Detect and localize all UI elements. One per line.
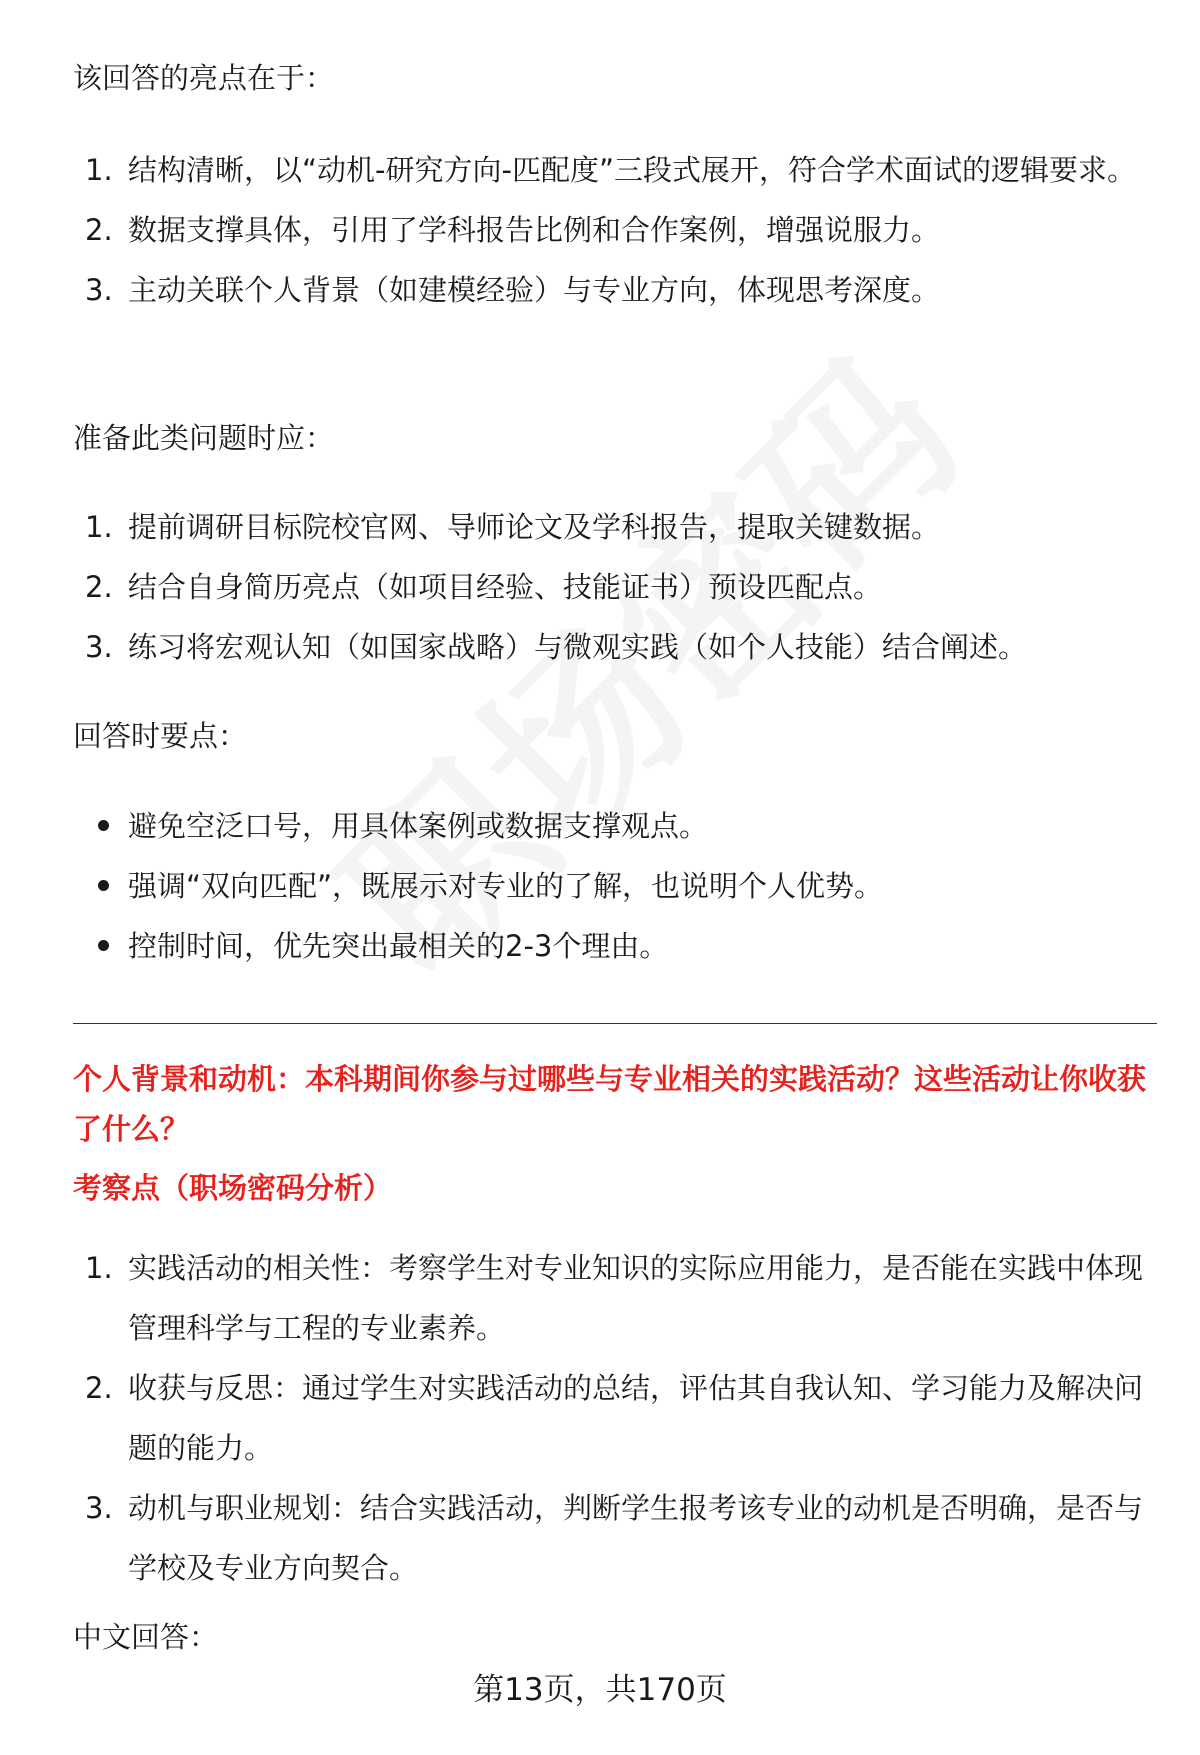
section-divider <box>73 1023 1157 1024</box>
list-item-text: 避免空泛口号，用具体案例或数据支撑观点。 <box>128 809 709 843</box>
list-item <box>73 1238 1143 1358</box>
list-number: 3. <box>85 630 113 664</box>
list-item <box>73 796 1143 856</box>
list-item-text: 结合自身简历亮点（如项目经验、技能证书）预设匹配点。 <box>128 570 883 604</box>
question-title: 个人背景和动机：本科期间你参与过哪些与专业相关的实践活动？这些活动让你收获了什么？ <box>73 1062 1147 1146</box>
list-item <box>73 856 1143 916</box>
list-item <box>73 916 1143 976</box>
list-number: 2. <box>85 1371 113 1405</box>
list-number: 3. <box>85 273 113 307</box>
preparation-intro: 准备此类问题时应： <box>73 421 335 455</box>
list-item-text: 练习将宏观认知（如国家战略）与微观实践（如个人技能）结合阐述。 <box>128 630 1028 664</box>
key-points-list <box>73 796 1143 976</box>
bullet-icon <box>98 940 109 951</box>
bullet-icon <box>98 820 109 831</box>
list-item-text: 强调“双向匹配”，既展示对专业的了解，也说明个人优势。 <box>128 869 884 903</box>
list-item-text: 数据支撑具体，引用了学科报告比例和合作案例，增强说服力。 <box>128 213 941 247</box>
question-subtitle: 考察点（职场密码分析） <box>73 1171 393 1205</box>
answer-label: 中文回答： <box>73 1620 219 1654</box>
list-number: 1. <box>85 1251 113 1285</box>
list-number: 3. <box>85 1491 113 1525</box>
highlights-intro: 该回答的亮点在于： <box>73 61 335 95</box>
list-item <box>73 140 1143 200</box>
list-item <box>73 497 1143 557</box>
list-item-text: 控制时间，优先突出最相关的2-3个理由。 <box>128 929 669 963</box>
list-item <box>73 1358 1143 1478</box>
list-item-text: 主动关联个人背景（如建模经验）与专业方向，体现思考深度。 <box>128 273 941 307</box>
list-number: 2. <box>85 570 113 604</box>
preparation-list <box>73 497 1143 677</box>
assessment-list <box>73 1238 1143 1598</box>
list-item <box>73 617 1143 677</box>
bullet-icon <box>98 880 109 891</box>
list-item-text: 收获与反思：通过学生对实践活动的总结，评估其自我认知、学习能力及解决问题的能力。 <box>128 1371 1144 1465</box>
list-number: 1. <box>85 153 113 187</box>
list-item <box>73 557 1143 617</box>
list-item <box>73 1478 1143 1598</box>
highlights-list <box>73 140 1143 320</box>
list-item-text: 实践活动的相关性：考察学生对专业知识的实际应用能力，是否能在实践中体现管理科学与工程的专业素养。 <box>128 1251 1144 1345</box>
key-points-intro: 回答时要点： <box>73 719 248 753</box>
list-item-text: 结构清晰，以“动机-研究方向-匹配度”三段式展开，符合学术面试的逻辑要求。 <box>128 153 1136 187</box>
list-item <box>73 260 1143 320</box>
page-number: 第13页，共170页 <box>473 1672 727 1708</box>
list-number: 1. <box>85 510 113 544</box>
list-item-text: 提前调研目标院校官网、导师论文及学科报告，提取关键数据。 <box>128 510 941 544</box>
list-item-text: 动机与职业规划：结合实践活动，判断学生报考该专业的动机是否明确，是否与学校及专业方向契合。 <box>128 1491 1144 1585</box>
list-item <box>73 200 1143 260</box>
list-number: 2. <box>85 213 113 247</box>
